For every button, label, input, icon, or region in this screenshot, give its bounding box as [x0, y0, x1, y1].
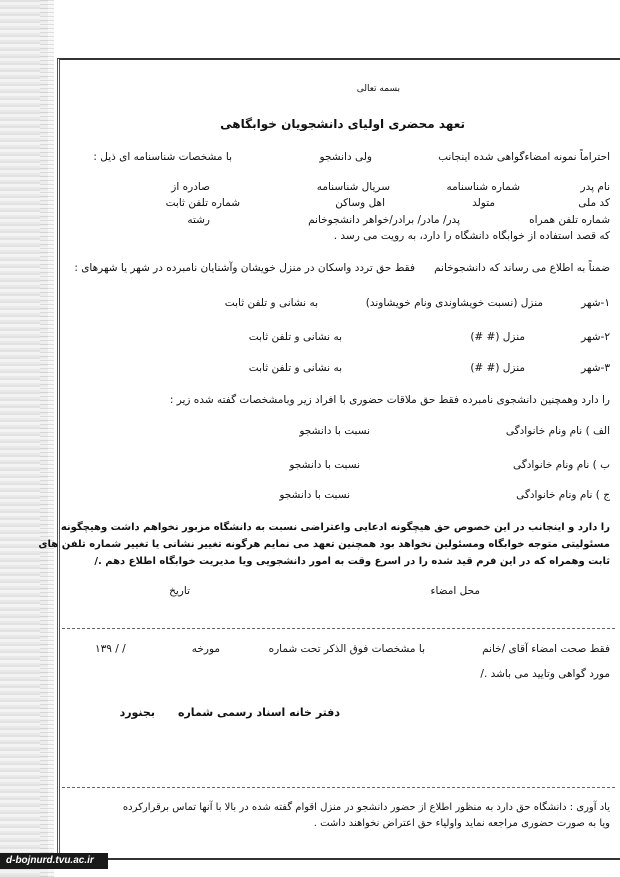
- reminder-line2: ویا به صورت حضوری مراجعه نماید واولیاء حق اعتراض نخواهند داشت .: [313, 818, 610, 829]
- cert-line1-part1: فقط صحت امضاء آقای /خانم: [482, 643, 610, 655]
- visit-b-relation: نسبت با دانشجو: [289, 459, 360, 471]
- intent-statement: که قصد استفاده از خوابگاه دانشگاه را دارد، به رویت می رسد .: [333, 230, 610, 242]
- city-3-address: به نشانی و تلفن ثابت: [248, 362, 342, 374]
- field-landline: شماره تلفن ثابت: [165, 197, 240, 209]
- page-title: تعهد محضری اولیای دانشجویان خوابگاهی: [220, 117, 465, 131]
- intro-part3: با مشخصات شناسنامه ای ذیل :: [93, 151, 232, 163]
- city-2-address: به نشانی و تلفن ثابت: [248, 331, 342, 343]
- city-3-home: منزل (# #): [470, 362, 525, 374]
- commitment-line1: را دارد و اینجانب در این خصوص حق هیچگونه ادعایی واعتراضی نسبت به دانشگاه مزبور نخواهم داشت وهیچگونه: [60, 522, 610, 533]
- cert-line1-part2: با مشخصات فوق الذکر تحت شماره: [268, 643, 425, 655]
- city-1-address: به نشانی و تلفن ثابت: [224, 297, 318, 309]
- city-3-label: ۳-شهر: [581, 362, 610, 374]
- field-born: متولد: [472, 197, 495, 209]
- city-2-label: ۲-شهر: [581, 331, 610, 343]
- commitment-line3: ثابت وهمراه که در این فرم قید شده را در اسرع وقت به امور دانشجویی ویا مدیریت خوابگاه اطلاع دهم ./: [94, 556, 610, 567]
- visit-c-relation: نسبت با دانشجو: [279, 489, 350, 501]
- signature-place: محل امضاء: [430, 585, 480, 597]
- field-id-number: شماره شناسنامه: [446, 181, 520, 193]
- notary-city: بجنورد: [119, 706, 155, 719]
- field-issued-from: صادره از: [171, 181, 210, 193]
- site-watermark: d-bojnurd.tvu.ac.ir: [0, 853, 108, 869]
- field-id-serial: سریال شناسنامه: [316, 181, 390, 193]
- scan-edge-shading-inner: [40, 0, 54, 877]
- intro-part2: ولی دانشجو: [319, 151, 372, 163]
- visit-a-label: الف ) نام ونام خانوادگی: [505, 425, 610, 437]
- divider-2: [62, 787, 615, 788]
- intro-part1: احتراماً نمونه امضاءگواهی شده اینجانب: [438, 151, 610, 163]
- notice-part1: ضمناً به اطلاع می رساند که دانشجوخانم: [434, 262, 610, 274]
- field-resident: اهل وساکن: [335, 197, 385, 209]
- field-major: رشته: [187, 214, 210, 226]
- city-1-home: منزل (نسبت خویشاوندی ونام خویشاوند): [365, 297, 543, 309]
- divider-1: [62, 628, 615, 629]
- notice-part2: فقط حق تردد واسکان در منزل خویشان وآشنایان نامبرده در شهر یا شهرهای :: [74, 262, 415, 274]
- signature-date: تاریخ: [169, 585, 190, 597]
- notary-office: دفتر خانه اسناد رسمی شماره: [177, 706, 340, 719]
- field-father-name: نام پدر: [580, 181, 610, 193]
- bismillah: بسمه تعالی: [356, 84, 400, 94]
- field-mobile: شماره تلفن همراه: [529, 214, 610, 226]
- cert-line2: مورد گواهی وتایید می باشد ./: [480, 668, 610, 680]
- city-1-label: ۱-شهر: [581, 297, 610, 309]
- field-national-code: کد ملی: [578, 197, 610, 209]
- commitment-line2: مسئولیتی متوجه خوابگاه ومسئولین نخواهد بود همچنین تعهد می نمایم هرگونه تغییر نشانی یا تغییر شماره تلفن های: [38, 539, 610, 550]
- cert-line1-part3: مورخه: [191, 643, 220, 655]
- city-2-home: منزل (# #): [470, 331, 525, 343]
- visit-a-relation: نسبت با دانشجو: [299, 425, 370, 437]
- visit-b-label: ب ) نام ونام خانوادگی: [512, 459, 610, 471]
- cert-date: ۱۳۹ / /: [95, 643, 126, 655]
- visits-intro: را دارد وهمچنین دانشجوی نامبرده فقط حق ملاقات حضوری با افراد زیر وبامشخصات گفته شده زیر :: [169, 394, 610, 406]
- reminder-line1: یاد آوری : دانشگاه حق دارد به منظور اطلاع از حضور دانشجو در منزل اقوام گفته شده در بالا با آنها تماس برقرارکرده: [122, 802, 610, 813]
- field-relation: پدر/ مادر/ برادر/خواهر دانشجوخانم: [308, 214, 460, 226]
- visit-c-label: ج ) نام ونام خانوادگی: [516, 489, 610, 501]
